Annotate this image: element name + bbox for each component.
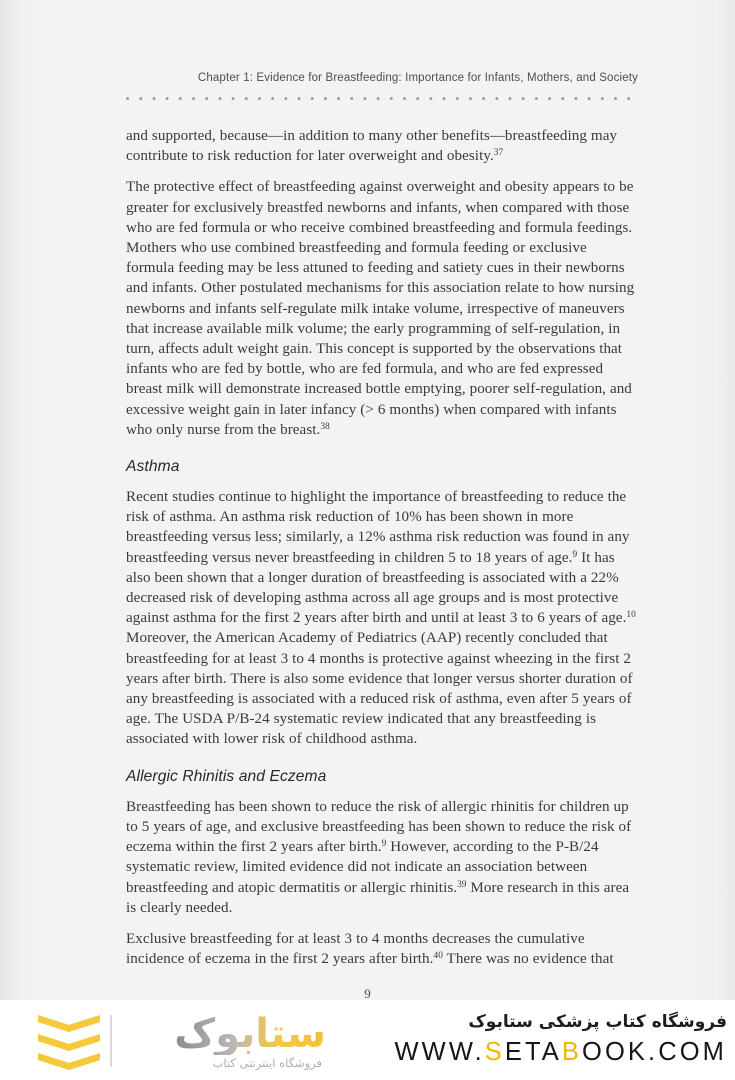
chevron-logo-icon xyxy=(38,1013,100,1069)
url-segment-1: S xyxy=(484,1038,505,1066)
url-segment-3: B xyxy=(561,1038,583,1066)
header-dotted-rule xyxy=(126,97,638,101)
logo-wordmark xyxy=(126,1009,326,1073)
url-segment-2: ETA xyxy=(504,1038,562,1066)
url-segment-4: OOK.COM xyxy=(582,1038,727,1066)
setabook-footer-banner xyxy=(0,1000,735,1080)
para-eczema-cumulative: Exclusive breastfeeding for at least 3 to 4 months decreases the cumulative incidence of eczema in the first 2 years after birth.$^{40}$ There was no evidence that xyxy=(126,930,614,968)
page-content-area xyxy=(126,0,638,1000)
para-asthma: Recent studies continue to highlight the importance of breastfeeding to reduce the risk of asthma. An asthma risk reduction of 10% has been shown in more breastfeeding versus less; similarly, a 12% asthma risk reduction was found in any breastfeeding versus never breastfeeding in children 5 to 18 years of age.$^9$ It has also been shown that a longer duration of breastfeeding is associated with a 22% decreased risk of developing asthma across all age groups and is most protective against asthma for the first 2 years after birth and until at least 3 to 6 years of age.$^{10}$ Moreover, the American Academy of Pediatrics (AAP) recently concluded that breastfeeding for at least 3 to 4 months is protective against wheezing in the first 2 years after birth. There is also some evidence that longer versus shorter duration of any breastfeeding is associated with a reduced risk of asthma, even after 5 years of age. The USDA P/B-24 systematic review indicated that any breastfeeding is associated with lower risk of childhood asthma. xyxy=(126,489,636,748)
para-continued-obesity: and supported, because—in addition to many other benefits—breastfeeding may contribute to risk reduction for later overweight and obesity.$^{37}$ xyxy=(126,128,618,165)
url-segment-0: WWW. xyxy=(394,1038,485,1066)
logo-tagline-text: فروشگاه اینترنتی کتاب xyxy=(212,1055,322,1070)
heading-asthma: Asthma xyxy=(126,458,180,476)
body-text-column xyxy=(126,126,638,980)
logo-divider xyxy=(110,1015,112,1067)
setabook-logo[interactable] xyxy=(38,1008,358,1074)
heading-allergic-rhinitis-and-eczema: Allergic Rhinitis and Eczema xyxy=(126,767,327,785)
footer-website-url[interactable] xyxy=(367,1036,727,1068)
running-head: Chapter 1: Evidence for Breastfeeding: Importance for Infants, Mothers, and Society xyxy=(197,72,638,84)
footer-brand-block xyxy=(367,1010,727,1068)
logo-script-text: ستابوک xyxy=(174,1010,326,1057)
para-allergic-rhinitis: Breastfeeding has been shown to reduce the risk of allergic rhinitis for children up to 5 years of age, and exclusive breastfeeding has been shown to reduce the risk of eczema within the first 2 years after birth.$^9$ However, according to the P-B/24 systematic review, limited evidence did not indicate an association between breastfeeding and atopic dermatitis or allergic rhinitis.$^{39}$ More research in this area is clearly needed. xyxy=(126,798,632,916)
page-folio: 9 xyxy=(364,986,371,998)
footer-persian-tagline: فروشگاه کتاب پزشکی ستابوک xyxy=(468,1012,727,1032)
para-protective-effect: The protective effect of breastfeeding against overweight and obesity appears to be greater for exclusively breastfed newborns and infants, when compared with those who are fed formula or who receive combined breastfeeding and formula feedings. Mothers who use combined breastfeeding and formula feeding or exclusive formula feeding may be less attuned to feeding and satiety cues in their newborns and infants. Other postulated mechanisms for this association relate to how nursing newborns and infants self-regulate milk intake volume, irrespective of maneuvers that increase available milk volume; the early programming of self-regulation, in turn, affects adult weight gain. This concept is supported by the observations that infants who are fed by bottle, who are fed formula, and who are fed expressed breast milk will demonstrate increased bottle emptying, poorer self-regulation, and excessive weight gain in later infancy (> 6 months) when compared with infants who only nurse from the breast.$^{38}$ xyxy=(126,179,635,438)
